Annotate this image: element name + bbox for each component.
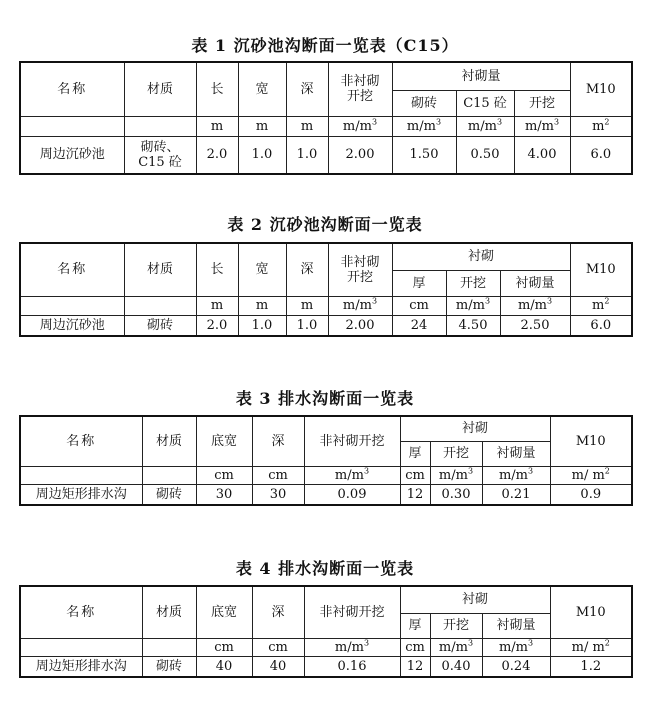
row-material: 砌砖 xyxy=(142,484,196,505)
row-length: 2.0 xyxy=(196,315,238,336)
header-material: 材质 xyxy=(142,586,196,638)
unit-sub-excavation: $m/m^3$ xyxy=(430,638,482,656)
header-sub-brick: 砌砖 xyxy=(392,90,456,116)
row-nonlined: 0.09 xyxy=(304,484,400,505)
header-name: 名称 xyxy=(20,416,142,466)
row-depth: 1.0 xyxy=(286,136,328,174)
unit-sub-excavation: $m/m^3$ xyxy=(430,466,482,484)
unit-bottom-width: cm xyxy=(196,466,252,484)
table-1-title: 表 1 沉砂池沟断面一览表（C15） xyxy=(191,36,459,55)
header-name: 名称 xyxy=(20,586,142,638)
unit-nonlined-text: m/m xyxy=(342,298,372,313)
header-sub-lined-amount: 衬砌量 xyxy=(500,270,570,296)
row-nonlined: 2.00 xyxy=(328,136,392,174)
header-bottom-width: 底宽 xyxy=(196,416,252,466)
header-depth: 深 xyxy=(286,62,328,116)
unit-width: m xyxy=(238,116,286,136)
row-name: 周边沉砂池 xyxy=(20,136,124,174)
row-sub-brick: 1.50 xyxy=(392,136,456,174)
row-material: 砌砖 xyxy=(124,315,196,336)
header-sub-thickness: 厚 xyxy=(400,613,430,638)
unit-name-blank xyxy=(20,116,124,136)
header-sub-excavation: 开挖 xyxy=(446,270,500,296)
unit-sub-excavation: $m/m^3$ xyxy=(514,116,570,136)
unit-depth: cm xyxy=(252,638,304,656)
unit-m10-text: m/ m xyxy=(571,467,605,483)
unit-m10-text: m xyxy=(592,118,605,134)
table-3-block xyxy=(19,388,631,506)
header-lined-group: 衬砌 xyxy=(400,586,550,613)
unit-sub-excavation-text: m/m xyxy=(438,639,468,655)
table-1-block xyxy=(19,35,631,175)
header-material: 材质 xyxy=(124,62,196,116)
header-depth: 深 xyxy=(252,586,304,638)
unit-sub-excavation-text: m/m xyxy=(455,298,485,313)
row-sub-concrete: 0.50 xyxy=(456,136,514,174)
row-sub-lined-amount: 0.21 xyxy=(482,484,550,505)
unit-sub-lined-amount: $m/m^3$ xyxy=(482,466,550,484)
table-4-block xyxy=(19,558,631,678)
row-material-text: 砌砖、C15 砼 xyxy=(138,139,182,170)
unit-nonlined-text: m/m xyxy=(334,639,364,655)
unit-nonlined: $m/m^3$ xyxy=(328,116,392,136)
row-name: 周边矩形排水沟 xyxy=(20,484,142,505)
row-length: 2.0 xyxy=(196,136,238,174)
unit-name-blank xyxy=(20,296,124,315)
unit-sub-excavation-text: m/m xyxy=(438,467,468,483)
row-sub-lined-amount: 2.50 xyxy=(500,315,570,336)
unit-sub-excavation-text: m/m xyxy=(524,118,554,134)
header-bottom-width: 底宽 xyxy=(196,586,252,638)
header-sub-excavation: 开挖 xyxy=(430,613,482,638)
row-depth: 1.0 xyxy=(286,315,328,336)
unit-sub-thickness: cm xyxy=(392,296,446,315)
row-width: 1.0 xyxy=(238,136,286,174)
unit-material-blank xyxy=(142,466,196,484)
row-sub-thickness: 12 xyxy=(400,484,430,505)
row-bottom-width: 30 xyxy=(196,484,252,505)
unit-m10: $m^2$ xyxy=(570,296,632,315)
unit-sub-lined-amount-text: m/m xyxy=(498,639,528,655)
header-name: 名称 xyxy=(20,243,124,296)
header-m10: M10 xyxy=(550,416,632,466)
unit-material-blank xyxy=(142,638,196,656)
header-lined-group: 衬砌 xyxy=(400,416,550,441)
header-material: 材质 xyxy=(142,416,196,466)
unit-sub-concrete-text: m/m xyxy=(467,118,497,134)
unit-sub-lined-amount-text: m/m xyxy=(498,467,528,483)
unit-material-blank xyxy=(124,116,196,136)
header-lined-group: 衬砌 xyxy=(392,243,570,270)
row-width: 1.0 xyxy=(238,315,286,336)
unit-width: m xyxy=(238,296,286,315)
unit-m10-text: m xyxy=(592,298,605,313)
unit-nonlined: $m/m^3$ xyxy=(304,466,400,484)
unit-length: m xyxy=(196,296,238,315)
header-depth: 深 xyxy=(286,243,328,296)
header-sub-excavation: 开挖 xyxy=(430,441,482,466)
row-nonlined: 2.00 xyxy=(328,315,392,336)
row-m10: 0.9 xyxy=(550,484,632,505)
unit-sub-thickness: cm xyxy=(400,466,430,484)
row-sub-excavation: 4.50 xyxy=(446,315,500,336)
unit-nonlined: $m/m^3$ xyxy=(328,296,392,315)
header-nonlined xyxy=(328,243,392,296)
unit-name-blank xyxy=(20,638,142,656)
row-sub-excavation: 4.00 xyxy=(514,136,570,174)
unit-depth: cm xyxy=(252,466,304,484)
unit-depth: m xyxy=(286,116,328,136)
row-depth: 30 xyxy=(252,484,304,505)
header-sub-thickness: 厚 xyxy=(400,441,430,466)
header-nonlined-text: 非衬砌开挖 xyxy=(340,254,380,285)
row-name: 周边沉砂池 xyxy=(20,315,124,336)
table-2-title: 表 2 沉砂池沟断面一览表 xyxy=(227,215,423,234)
header-length: 长 xyxy=(196,243,238,296)
header-material: 材质 xyxy=(124,243,196,296)
header-sub-lined-amount: 衬砌量 xyxy=(482,441,550,466)
header-sub-concrete: C15 砼 xyxy=(456,90,514,116)
row-material: 砌砖 xyxy=(142,656,196,677)
row-depth: 40 xyxy=(252,656,304,677)
header-m10: M10 xyxy=(550,586,632,638)
header-sub-thickness: 厚 xyxy=(392,270,446,296)
table-2-block xyxy=(19,214,631,337)
header-nonlined xyxy=(328,62,392,116)
header-width: 宽 xyxy=(238,243,286,296)
header-depth: 深 xyxy=(252,416,304,466)
header-width: 宽 xyxy=(238,62,286,116)
row-m10: 1.2 xyxy=(550,656,632,677)
unit-sub-lined-amount: $m/m^3$ xyxy=(482,638,550,656)
unit-m10-text: m/ m xyxy=(571,639,605,655)
table-3-title: 表 3 排水沟断面一览表 xyxy=(235,389,415,408)
unit-nonlined: $m/m^3$ xyxy=(304,638,400,656)
row-sub-thickness: 24 xyxy=(392,315,446,336)
unit-length: m xyxy=(196,116,238,136)
unit-m10: $m^2$ xyxy=(570,116,632,136)
row-nonlined: 0.16 xyxy=(304,656,400,677)
unit-sub-thickness: cm xyxy=(400,638,430,656)
header-m10: M10 xyxy=(570,243,632,296)
unit-sub-lined-amount-text: m/m xyxy=(517,298,547,313)
table-3 xyxy=(19,415,633,506)
header-length: 长 xyxy=(196,62,238,116)
unit-material-blank xyxy=(124,296,196,315)
row-material xyxy=(124,136,196,174)
unit-sub-excavation: $m/m^3$ xyxy=(446,296,500,315)
unit-sub-brick-text: m/m xyxy=(406,118,436,134)
unit-m10: m/ $m^2$ xyxy=(550,638,632,656)
row-sub-excavation: 0.40 xyxy=(430,656,482,677)
row-sub-excavation: 0.30 xyxy=(430,484,482,505)
header-nonlined: 非衬砌开挖 xyxy=(304,416,400,466)
unit-m10: m/ $m^2$ xyxy=(550,466,632,484)
unit-sub-brick: $m/m^3$ xyxy=(392,116,456,136)
unit-nonlined-text: m/m xyxy=(334,467,364,483)
unit-sub-concrete: $m/m^3$ xyxy=(456,116,514,136)
row-m10: 6.0 xyxy=(570,136,632,174)
table-4 xyxy=(19,585,633,678)
unit-name-blank xyxy=(20,466,142,484)
row-m10: 6.0 xyxy=(570,315,632,336)
header-nonlined-text: 非衬砌开挖 xyxy=(340,74,380,105)
unit-depth: m xyxy=(286,296,328,315)
row-name: 周边矩形排水沟 xyxy=(20,656,142,677)
row-bottom-width: 40 xyxy=(196,656,252,677)
row-sub-thickness: 12 xyxy=(400,656,430,677)
header-nonlined: 非衬砌开挖 xyxy=(304,586,400,638)
header-sub-lined-amount: 衬砌量 xyxy=(482,613,550,638)
header-m10: M10 xyxy=(570,62,632,116)
header-sub-excavation: 开挖 xyxy=(514,90,570,116)
header-lined-group: 衬砌量 xyxy=(392,62,570,90)
table-2 xyxy=(19,242,633,337)
row-sub-lined-amount: 0.24 xyxy=(482,656,550,677)
table-1 xyxy=(19,61,633,175)
unit-sub-lined-amount: $m/m^3$ xyxy=(500,296,570,315)
header-name: 名称 xyxy=(20,62,124,116)
table-4-title: 表 4 排水沟断面一览表 xyxy=(235,559,415,578)
unit-nonlined-text: m/m xyxy=(342,118,372,134)
unit-bottom-width: cm xyxy=(196,638,252,656)
